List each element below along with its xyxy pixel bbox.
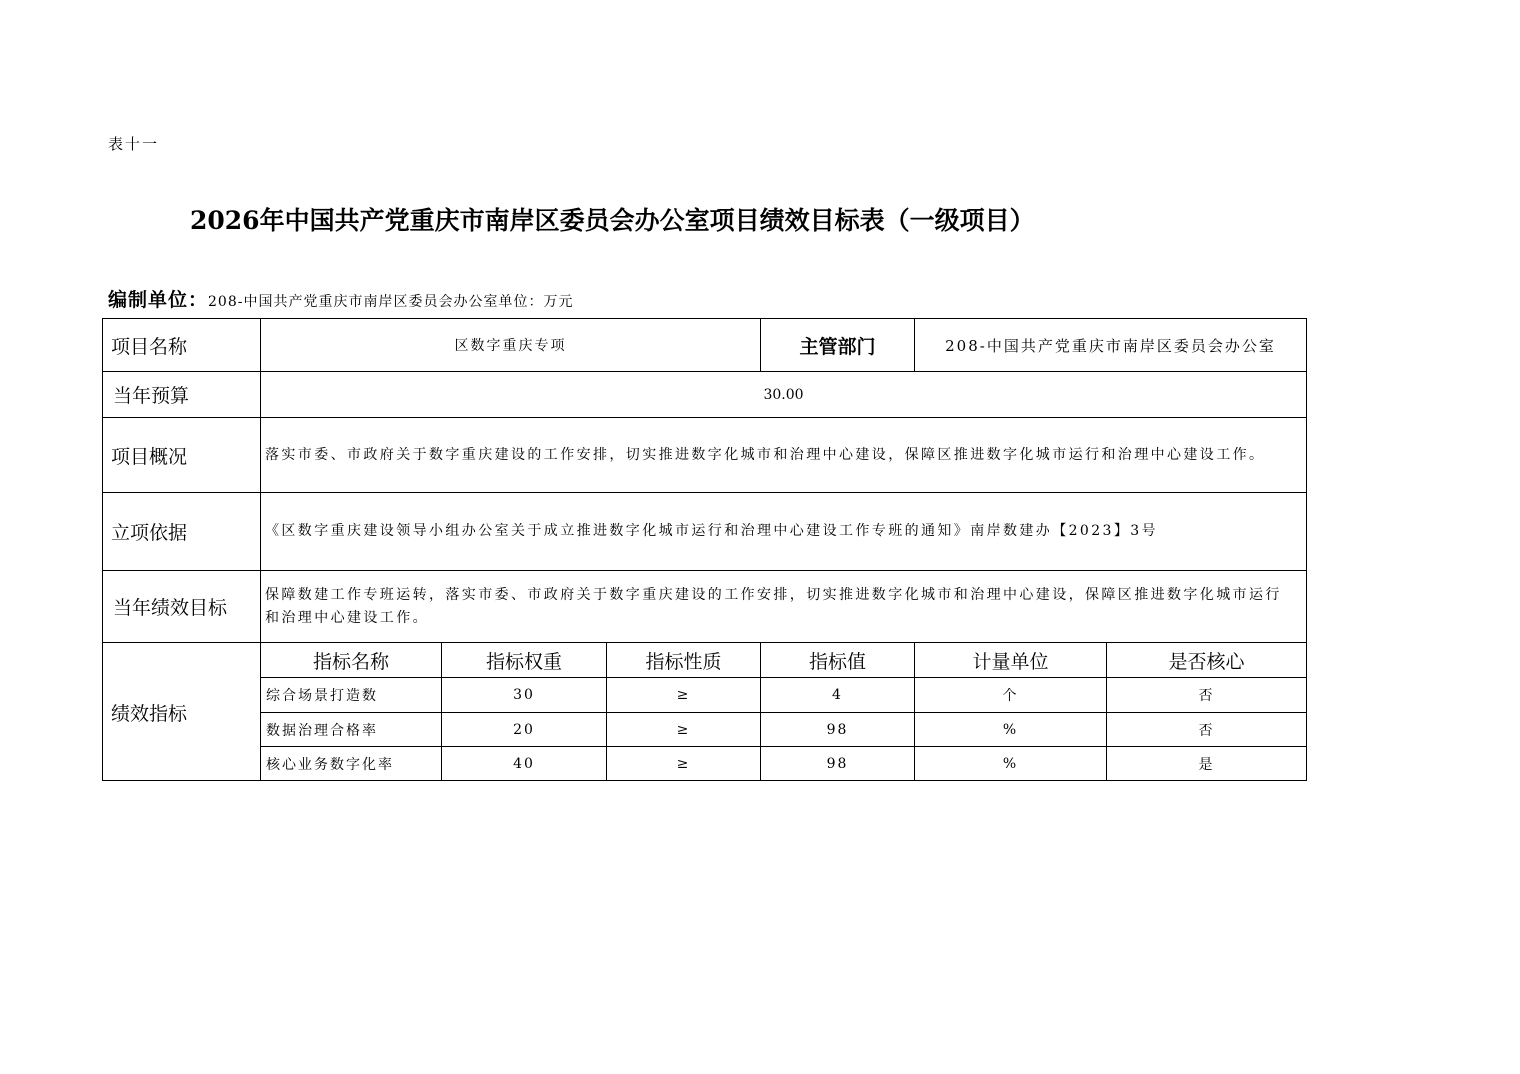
column-header: 指标性质 [606,642,760,677]
indicator-value: 98 [760,746,914,781]
indicator-unit: % [914,712,1106,746]
indicator-core: 否 [1106,677,1306,712]
department-label: 主管部门 [760,318,914,371]
project-name-value: 区数字重庆专项 [260,318,760,371]
column-header: 指标值 [760,642,914,677]
budget-label: 当年预算 [102,371,260,417]
indicator-core: 是 [1106,746,1306,781]
indicator-unit: 个 [914,677,1106,712]
indicators-label: 绩效指标 [102,642,260,781]
indicator-name: 数据治理合格率 [260,712,441,746]
performance-table [102,318,1307,781]
indicator-nature: ≥ [606,677,760,712]
indicator-nature: ≥ [606,712,760,746]
project-name-label: 项目名称 [102,318,260,371]
indicator-core: 否 [1106,712,1306,746]
indicator-weight: 30 [441,677,606,712]
overview-value: 落实市委、市政府关于数字重庆建设的工作安排，切实推进数字化城市和治理中心建设，保障区推进数字化城市运行和治理中心建设工作。 [260,417,1306,492]
basis-value: 《区数字重庆建设领导小组办公室关于成立推进数字化城市运行和治理中心建设工作专班的通知》南岸数建办【2023】3号 [260,492,1306,570]
column-header: 是否核心 [1106,642,1306,677]
compiling-unit-label: 编制单位： [108,289,209,311]
indicator-name: 核心业务数字化率 [260,746,441,781]
overview-label: 项目概况 [102,417,260,492]
indicator-weight: 40 [441,746,606,781]
indicator-unit: % [914,746,1106,781]
column-header: 指标权重 [441,642,606,677]
indicator-value: 98 [760,712,914,746]
indicator-nature: ≥ [606,746,760,781]
goal-label: 当年绩效目标 [102,570,260,642]
compiling-unit-value: 208-中国共产党重庆市南岸区委员会办公室单位：万元 [208,294,574,310]
basis-label: 立项依据 [102,492,260,570]
column-header: 指标名称 [260,642,441,677]
indicator-weight: 20 [441,712,606,746]
department-value: 208-中国共产党重庆市南岸区委员会办公室 [914,318,1306,371]
page-title: 2026年中国共产党重庆市南岸区委员会办公室项目绩效目标表（一级项目） [190,206,1035,235]
table-border-right [1306,318,1307,781]
compiling-unit [108,285,573,312]
column-header: 计量单位 [914,642,1106,677]
table-number: 表十一 [108,135,160,153]
indicator-value: 4 [760,677,914,712]
table-border-bottom [102,780,1307,781]
budget-value: 30.00 [260,371,1306,417]
goal-value: 保障数建工作专班运转，落实市委、市政府关于数字重庆建设的工作安排，切实推进数字化城市和治理中心建设，保障区推进数字化城市运行和治理中心建设工作。 [260,570,1306,642]
indicator-name: 综合场景打造数 [260,677,441,712]
